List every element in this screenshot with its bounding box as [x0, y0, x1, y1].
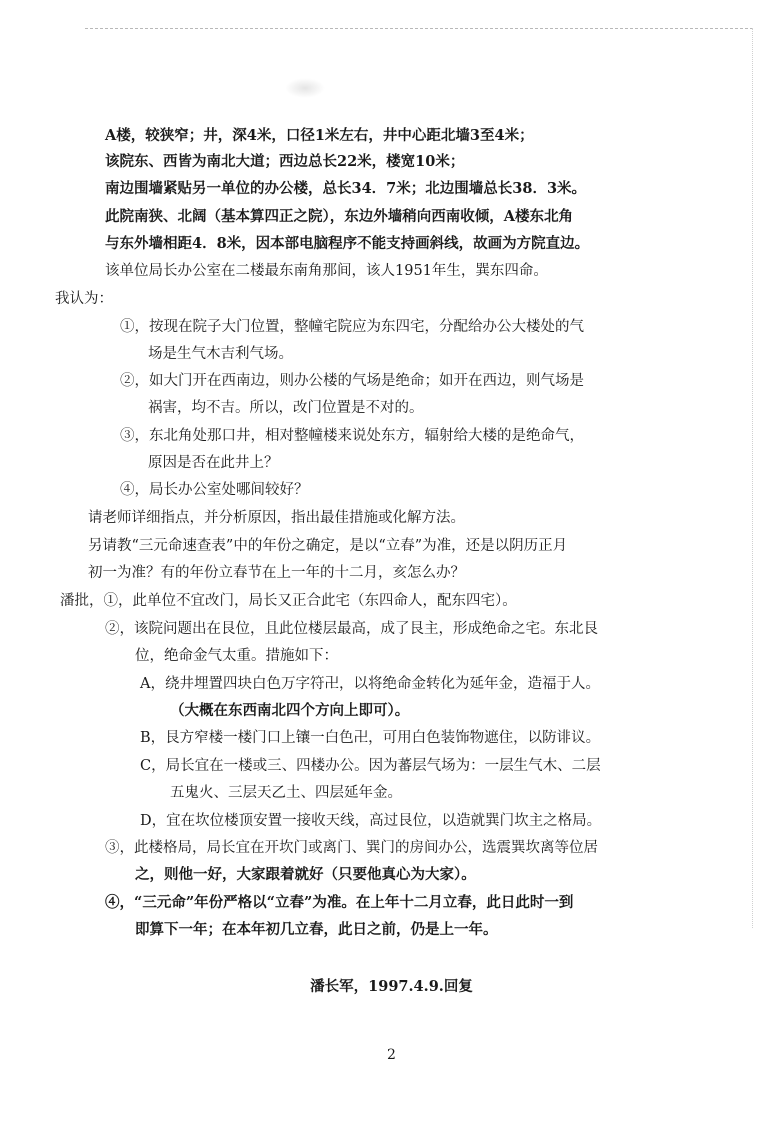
reply-line: ④，“三元命”年份严格以“立春”为准。在上年十二月立春，此日此时一到 [105, 894, 574, 911]
scan-top-border [85, 28, 753, 29]
question-line: A楼，较狭窄；井，深4米，口径1米左右，井中心距北墙3至4米； [105, 127, 534, 144]
question-line: 南边围墙紧贴另一单位的办公楼，总长34．7米；北边围墙总长38．3米。 [105, 180, 587, 197]
reply-line: 位，绝命金气太重。措施如下： [135, 648, 338, 664]
reply-line: 五鬼火、三层天乙土、四层延年金。 [170, 785, 402, 801]
point-line: ④，局长办公室处哪间较好？ [120, 482, 309, 498]
reply-line: 潘批，①，此单位不宜改门，局长又正合此宅（东四命人，配东四宅）。 [60, 593, 517, 609]
opinion-label: 我认为： [55, 291, 113, 307]
signature: 潘长军，1997.4.9.回复 [310, 978, 473, 995]
point-line: ①，按现在院子大门位置，整幢宅院应为东四宅，分配给办公大楼处的气 [120, 319, 584, 335]
reply-line: B，艮方窄楼一楼门口上镶一白色卍，可用白色装饰物遮住，以防诽议。 [140, 730, 601, 746]
point-line: 场是生气木吉利气场。 [148, 346, 293, 362]
reply-line: A，绕井埋置四块白色万字符卍，以将绝命金转化为延年金，造福于人。 [140, 676, 600, 692]
request-line: 请老师详细指点，并分析原因，指出最佳措施或化解方法。 [88, 510, 465, 526]
question-line: 该单位局长办公室在二楼最东南角那间，该人1951年生，巽东四命。 [105, 263, 548, 279]
point-line: 原因是否在此井上？ [148, 455, 279, 471]
question-line: 该院东、西皆为南北大道；西边总长22米，楼宽10米； [105, 153, 465, 170]
page-number: 2 [387, 1047, 396, 1063]
extra-question-line: 初一为准？有的年份立春节在上一年的十二月，亥怎么办？ [88, 565, 465, 581]
scan-right-border [752, 28, 753, 928]
question-line: 此院南狭、北阔（基本算四正之院），东边外墙稍向西南收倾，A楼东北角 [105, 208, 573, 225]
point-line: 祸害，均不吉。所以，改门位置是不对的。 [148, 400, 424, 416]
scan-smudge [285, 78, 325, 98]
reply-line: 即算下一年；在本年初几立春，此日之前，仍是上一年。 [135, 921, 498, 938]
reply-line: 之，则他一好，大家跟着就好（只要他真心为大家）。 [135, 866, 476, 883]
reply-line: （大概在东西南北四个方向上即可）。 [170, 702, 410, 719]
reply-line: D，宜在坎位楼顶安置一接收天线，高过艮位，以造就巽门坎主之格局。 [140, 813, 602, 829]
reply-line: ②，该院问题出在艮位，且此位楼层最高，成了艮主，形成绝命之宅。东北艮 [105, 621, 598, 637]
point-line: ③，东北角处那口井，相对整幢楼来说处东方，辐射给大楼的是绝命气， [120, 428, 584, 444]
question-line: 与东外墙相距4．8米，因本部电脑程序不能支持画斜线，故画为方院直边。 [105, 235, 590, 252]
reply-line: C，局长宜在一楼或三、四楼办公。因为蕃层气场为：一层生气木、二层 [140, 758, 601, 774]
reply-line: ③，此楼格局，局长宜在开坎门或离门、巽门的房间办公，选震巽坎离等位居 [105, 840, 598, 856]
point-line: ②，如大门开在西南边，则办公楼的气场是绝命；如开在西边，则气场是 [120, 373, 584, 389]
extra-question-line: 另请教“三元命速查表”中的年份之确定，是以“立春”为准，还是以阴历正月 [88, 538, 568, 554]
